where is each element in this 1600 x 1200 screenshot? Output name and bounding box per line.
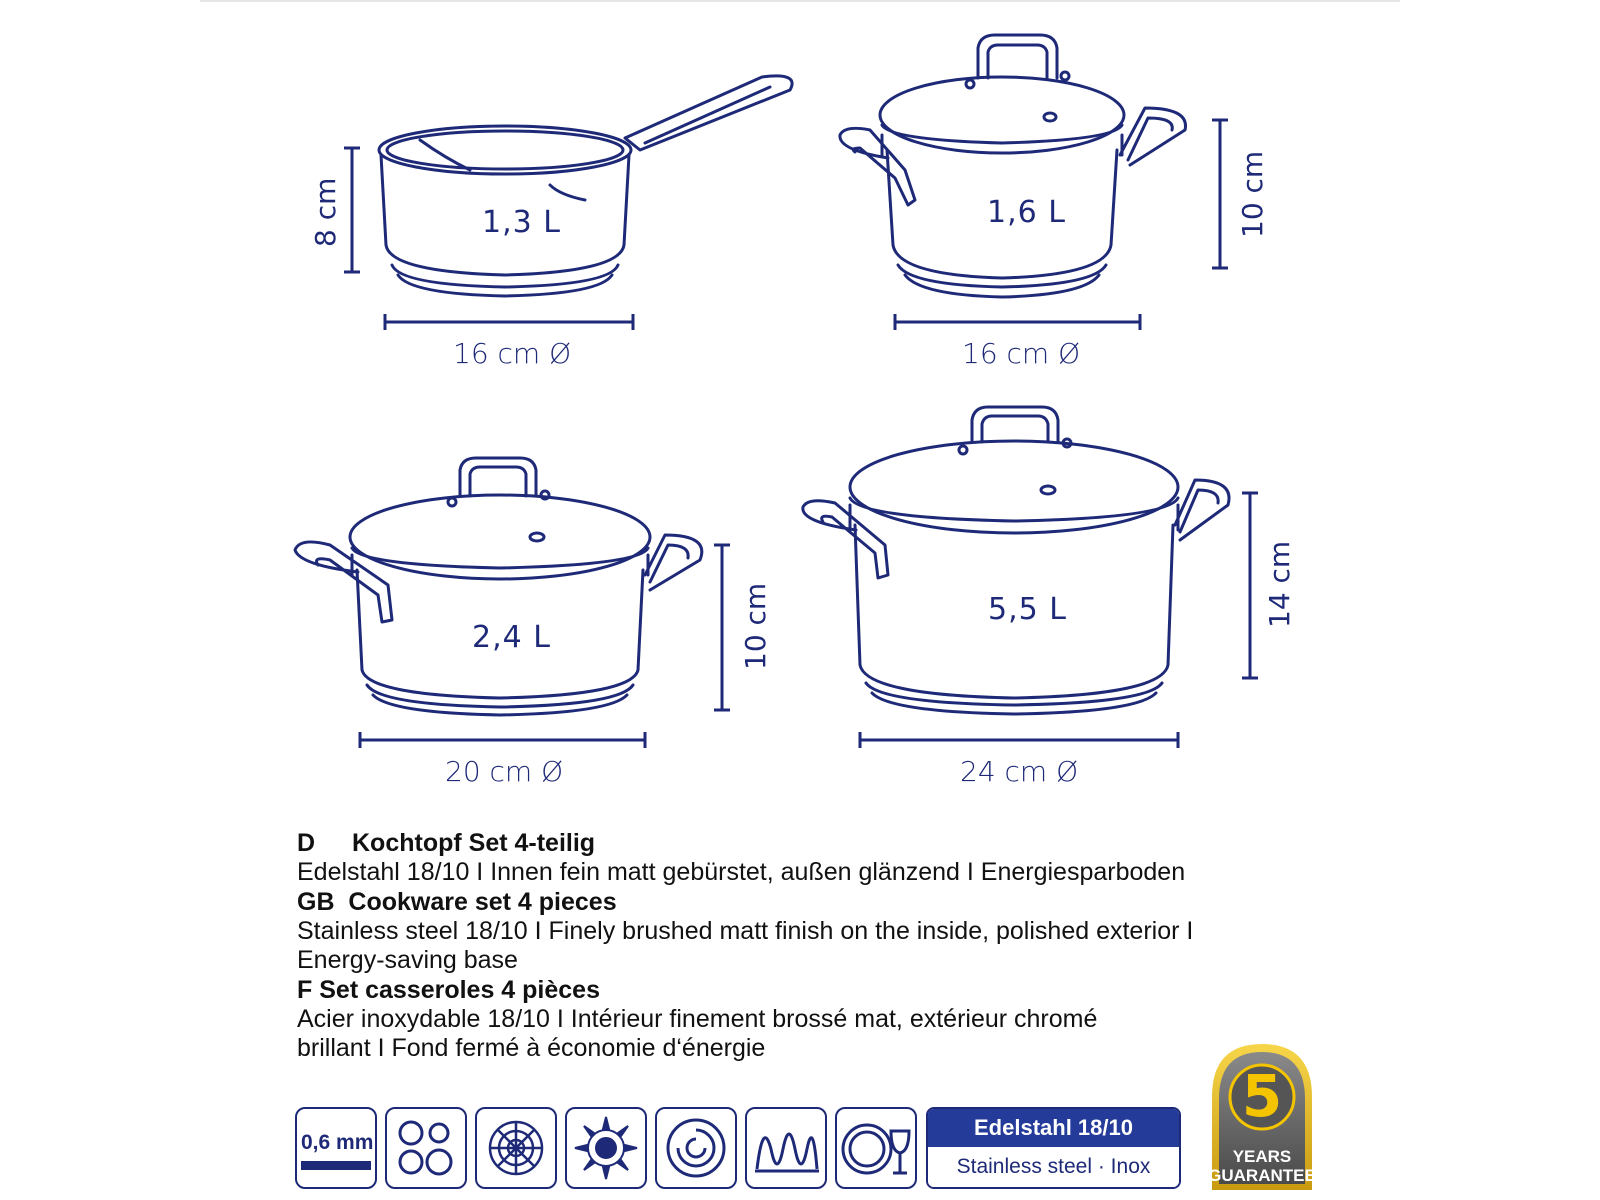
electric-plate-icon [655,1107,737,1189]
material-badge [926,1107,1181,1189]
desc-line-de-1: Edelstahl 18/10 I Innen fein matt gebürstet, außen glänzend I Energiesparboden [297,858,1186,886]
induction-icon [745,1107,827,1189]
diameter-label-pot-5-5: 24 cm Ø [960,755,1079,788]
height-label-saucepan: 8 cm [309,177,342,247]
dishwasher-safe-icon [835,1107,917,1189]
diameter-label-saucepan: 16 cm Ø [453,337,572,370]
material-bottom: Stainless steel · Inox [928,1147,1179,1187]
diameter-label-pot-1-6: 16 cm Ø [962,337,1081,370]
desc-line-gb-2: Energy-saving base [297,946,518,974]
ceramic-hob-icon [385,1107,467,1189]
description-title-de [297,828,1297,858]
lang-code-fr: F [297,976,313,1004]
pot-2-4-drawing [295,458,702,715]
guarantee-line1: YEARS [1232,1147,1292,1166]
description-title-fr [297,975,1297,1005]
description-gb [297,887,1297,975]
height-label-pot-1-6: 10 cm [1236,150,1269,238]
gas-flame-icon [565,1107,647,1189]
lang-code-de: D [297,829,316,857]
product-descriptions [297,828,1297,1063]
title-fr: Set casseroles 4 pièces [319,976,600,1004]
material-top: Edelstahl 18/10 [928,1109,1179,1147]
pot-1-6-drawing [840,35,1186,297]
thickness-bar [301,1161,371,1170]
thickness-label: 0,6 mm [301,1131,374,1154]
title-gb: Cookware set 4 pieces [348,888,617,916]
pot-5-5-drawing [803,407,1229,714]
saucepan-drawing [379,76,792,296]
capacity-label-pot-5-5: 5,5 L [988,592,1067,627]
desc-line-fr-2: brillant I Fond fermé à économie d‘énergie [297,1034,766,1062]
description-fr [297,975,1297,1063]
description-title-gb [297,887,1297,917]
capacity-label-pot-2-4: 2,4 L [472,620,551,655]
title-de: Kochtopf Set 4-teilig [352,829,596,857]
desc-line-gb-1: Stainless steel 18/10 I Finely brushed matt finish on the inside, polished exterior I [297,917,1194,945]
guarantee-number: 5 [1241,1062,1283,1130]
lang-code-gb: GB [297,888,335,916]
guarantee-badge [1207,1042,1317,1192]
capacity-label-saucepan: 1,3 L [482,205,561,240]
description-de [297,828,1297,887]
guarantee-line2: GUARANTEE [1208,1166,1316,1185]
height-label-pot-5-5: 14 cm [1263,540,1296,628]
thickness-icon [295,1107,377,1189]
height-label-pot-2-4: 10 cm [739,582,772,670]
desc-line-fr-1: Acier inoxydable 18/10 I Intérieur finement brossé mat, extérieur chromé [297,1005,1098,1033]
capacity-label-pot-1-6: 1,6 L [987,195,1066,230]
halogen-hob-icon [475,1107,557,1189]
diameter-label-pot-2-4: 20 cm Ø [445,755,564,788]
